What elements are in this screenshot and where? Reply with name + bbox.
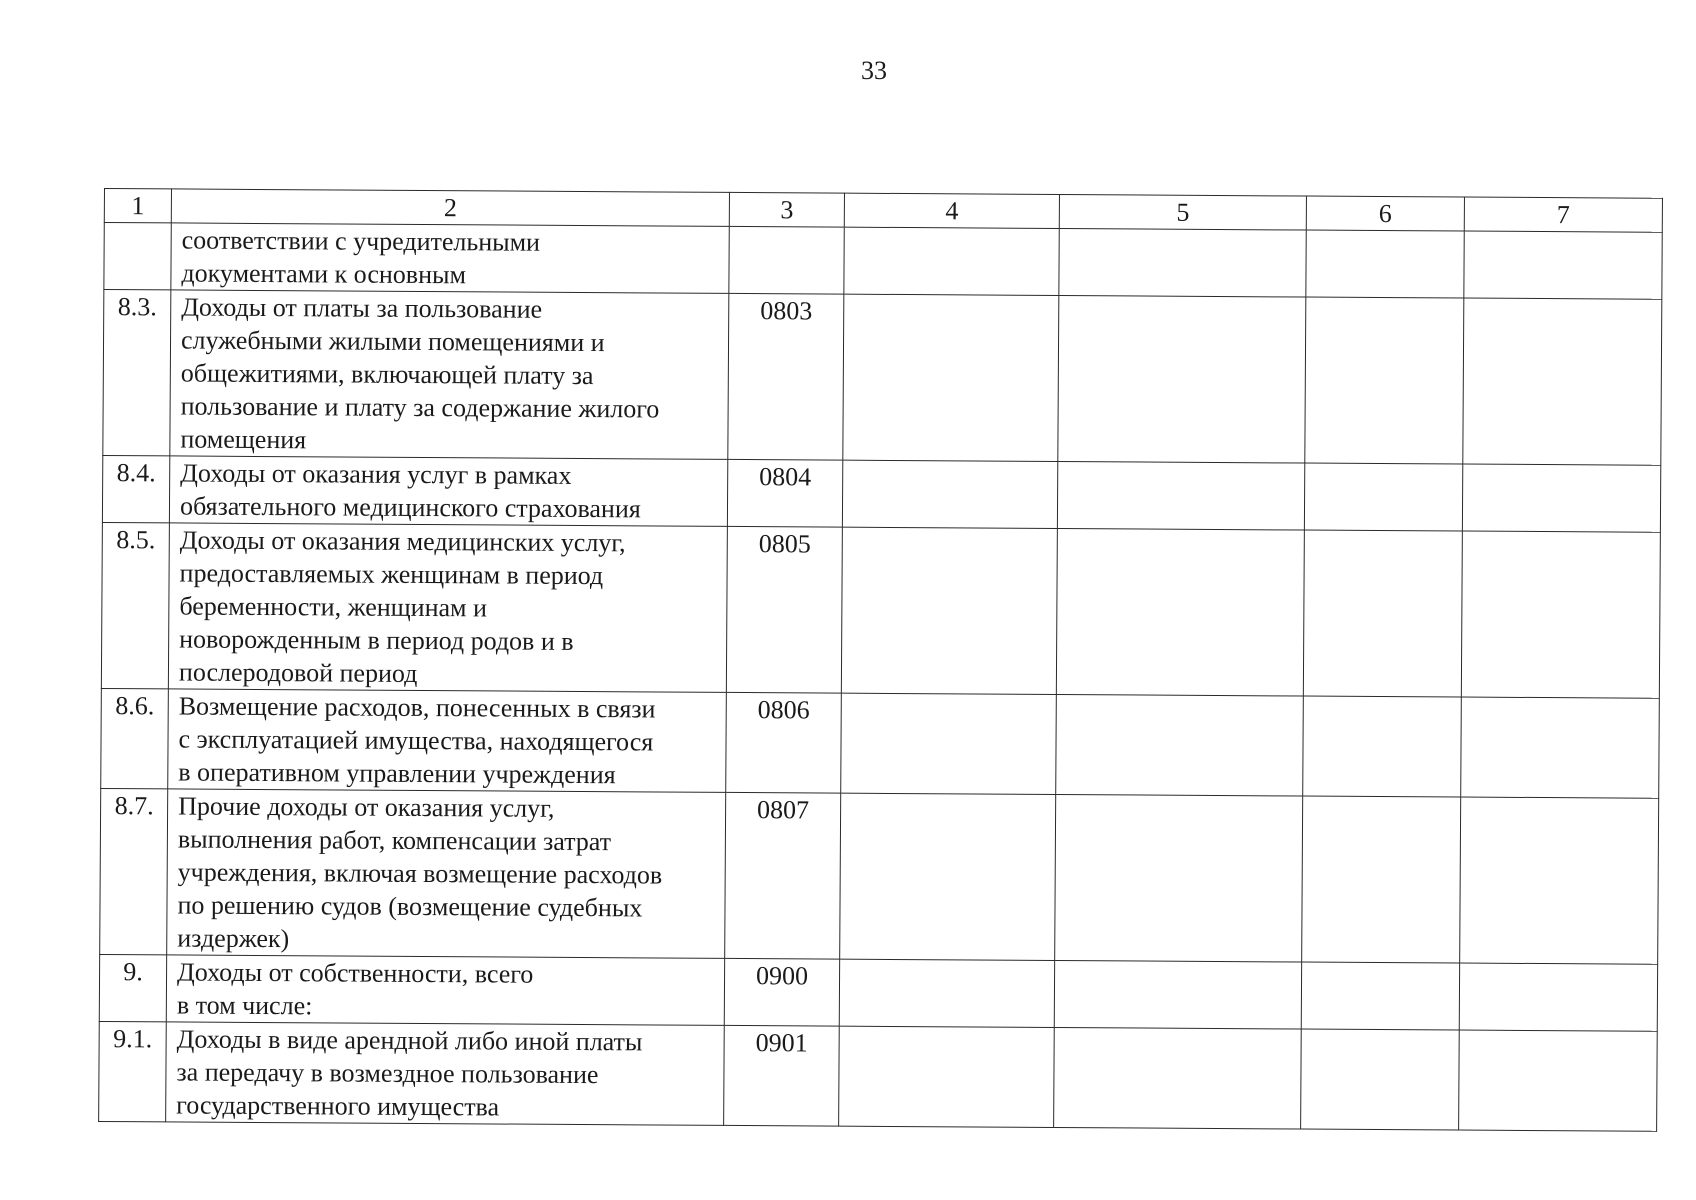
row-number-cell: 8.3. [103, 290, 171, 456]
empty-value-cell-col6 [1302, 796, 1461, 963]
empty-value-cell-col6 [1306, 230, 1464, 298]
row-description-cell [168, 523, 727, 693]
empty-value-cell-col7 [1463, 298, 1662, 465]
page-number: 33 [861, 56, 887, 85]
table-row [99, 1021, 1658, 1131]
description-line: документами к основным [181, 258, 467, 290]
table-row [101, 688, 1660, 798]
empty-value-cell-col4 [839, 1026, 1055, 1127]
empty-value-cell-col5 [1059, 229, 1306, 298]
row-description-cell [171, 223, 729, 294]
table-row [102, 455, 1660, 532]
description-line: новорожденным в период родов и в [179, 624, 574, 656]
description-line: Доходы в виде арендной либо иной платы [176, 1024, 643, 1057]
row-number-cell: 8.5. [101, 522, 169, 688]
row-code-cell: 0806 [726, 692, 842, 793]
description-line: Доходы от оказания медицинских услуг, [179, 525, 626, 558]
row-description-cell [169, 456, 727, 527]
description-line: издержек) [177, 923, 290, 954]
empty-value-cell-col6 [1301, 962, 1459, 1030]
empty-value-cell-col4 [844, 227, 1059, 295]
description-line: в оперативном управлении учреждения [178, 757, 616, 790]
row-number-cell: 8.7. [100, 788, 168, 954]
description-line: соответствии с учредительными [181, 225, 541, 257]
empty-value-cell-col7 [1460, 797, 1659, 964]
description-line: государственного имущества [176, 1090, 500, 1122]
row-description-cell [170, 290, 729, 460]
row-code-cell: 0901 [724, 1025, 840, 1126]
table-row [104, 223, 1662, 300]
empty-value-cell-col6 [1301, 1029, 1460, 1130]
description-line: послеродовой период [178, 657, 418, 688]
empty-value-cell-col4 [839, 959, 1054, 1027]
description-line: Доходы от собственности, всего [176, 957, 534, 989]
table-row [103, 290, 1662, 466]
empty-value-cell-col4 [843, 294, 1059, 461]
empty-value-cell-col6 [1303, 696, 1462, 797]
empty-value-cell-col5 [1058, 296, 1306, 464]
column-header: 1 [104, 189, 171, 223]
description-line: Доходы от оказания услуг в рамках [180, 458, 572, 490]
table-body [99, 189, 1663, 1132]
description-line: обязательного медицинского страхования [179, 491, 641, 524]
table-row [101, 522, 1660, 698]
empty-value-cell-col6 [1303, 530, 1462, 697]
empty-value-cell-col6 [1304, 463, 1462, 531]
row-code-cell: 0805 [726, 526, 842, 693]
form-sheet [98, 188, 1662, 1132]
row-number-cell: 9. [99, 954, 166, 1021]
description-line: предоставляемых женщинам в период [179, 558, 604, 591]
description-line: за передачу в возмездное пользование [176, 1057, 599, 1090]
empty-value-cell-col7 [1459, 1030, 1658, 1131]
row-code-cell: 0803 [728, 293, 844, 460]
description-line: с эксплуатацией имущества, находящегося [178, 724, 654, 757]
income-table [98, 188, 1663, 1132]
empty-value-cell-col4 [841, 693, 1057, 794]
empty-value-cell-col7 [1459, 963, 1657, 1031]
column-header: 5 [1059, 195, 1306, 231]
column-header: 7 [1464, 197, 1662, 232]
column-header: 6 [1306, 196, 1464, 231]
empty-value-cell-col7 [1464, 231, 1662, 299]
empty-value-cell-col7 [1462, 464, 1660, 532]
description-line: помещения [180, 424, 307, 455]
description-line: пользование и плату за содержание жилого [180, 391, 660, 424]
row-number-cell: 8.6. [101, 688, 169, 788]
description-line: Доходы от платы за пользование [181, 292, 543, 324]
empty-value-cell-col4 [842, 460, 1057, 528]
row-description-cell [168, 689, 727, 793]
description-line: Возмещение расходов, понесенных в связи [178, 691, 656, 724]
row-description-cell [166, 1022, 725, 1126]
empty-value-cell-col5 [1054, 1027, 1302, 1129]
description-line: выполнения работ, компенсации затрат [177, 824, 612, 857]
row-code-cell: 0807 [725, 792, 841, 959]
description-line: в том числе: [176, 990, 313, 1021]
row-number-cell: 9.1. [99, 1021, 167, 1121]
row-code-cell [729, 226, 844, 294]
row-number-cell: 8.4. [102, 455, 169, 522]
table-row [99, 954, 1657, 1031]
column-header: 2 [171, 189, 729, 227]
empty-value-cell-col7 [1461, 697, 1660, 798]
column-header: 4 [844, 193, 1059, 228]
description-line: общежитиями, включающей плату за [180, 358, 594, 391]
description-line: учреждения, включая возмещение расходов [177, 857, 663, 890]
description-line: Прочие доходы от оказания услуг, [178, 791, 555, 823]
row-code-cell: 0804 [727, 459, 842, 527]
row-code-cell: 0900 [724, 958, 839, 1026]
empty-value-cell-col4 [840, 793, 1056, 960]
row-description-cell [167, 789, 726, 959]
empty-value-cell-col5 [1056, 528, 1304, 696]
empty-value-cell-col7 [1461, 531, 1660, 698]
column-header: 3 [729, 192, 844, 227]
empty-value-cell-col5 [1056, 694, 1304, 796]
description-line: по решению судов (возмещение судебных [177, 890, 643, 923]
description-line: беременности, женщинам и [179, 591, 488, 623]
description-line: служебными жилыми помещениями и [180, 325, 605, 358]
empty-value-cell-col4 [841, 527, 1057, 694]
empty-value-cell-col5 [1057, 461, 1304, 530]
table-row [100, 788, 1659, 964]
empty-value-cell-col6 [1305, 297, 1464, 464]
empty-value-cell-col5 [1054, 960, 1301, 1029]
empty-value-cell-col5 [1055, 794, 1303, 962]
row-description-cell [166, 955, 724, 1026]
row-number-cell [104, 223, 171, 290]
